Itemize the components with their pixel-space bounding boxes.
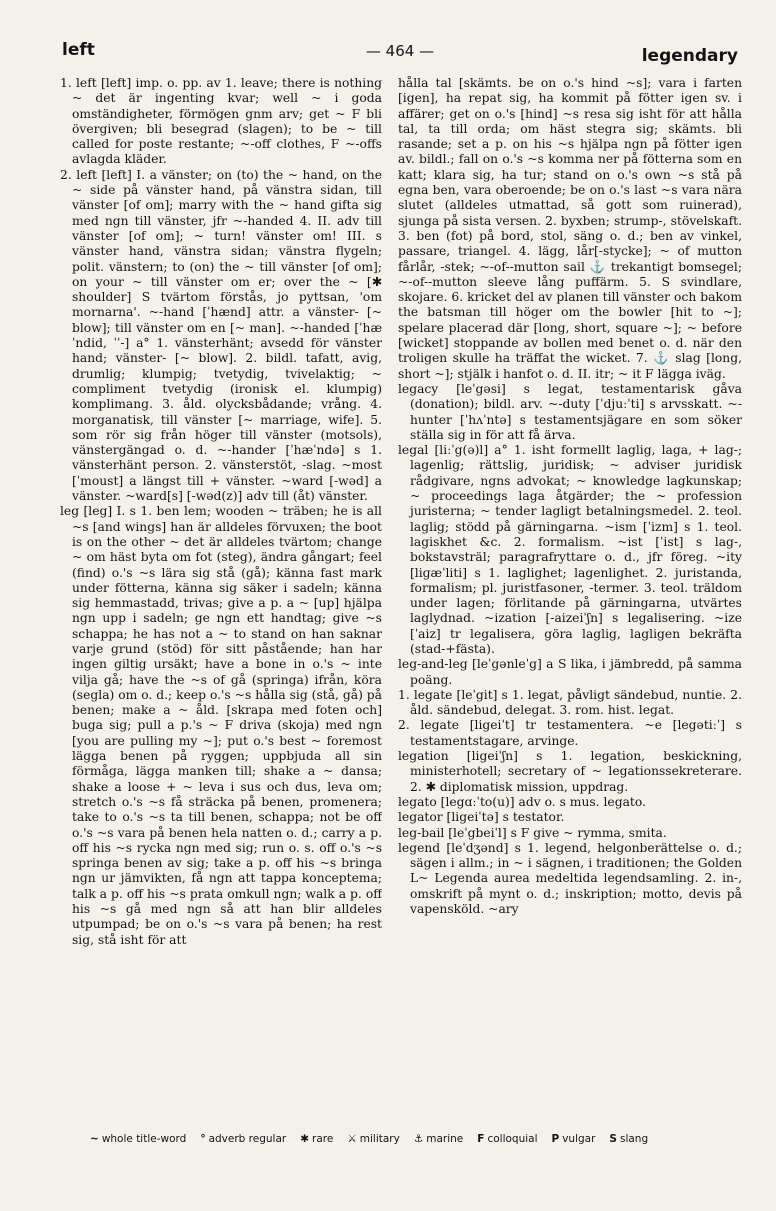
entry-right-4: leg-and-leg [leˈgənleˈg] a S lika, i jämbredd, på samma poäng. — [398, 657, 742, 687]
entry-left-3: leg [leg] I. s 1. ben lem; wooden ~ träben; he is all ~s [and wings] han är alldeles förvuxen; the boot is on the other ~ det är alldeles tvärtom; change ~ om häst byta om fot (steg), ändra gångart; feel (find) o.'s ~s lära sig stå (gå); känna fast mark under fötterna, känna sig säker i sadeln; känna sig hemmastadd, trivas; give a p. a ~ [up] hjälpa ngn upp i sadeln; ge ngn ett handtag; give ~s schappa; he has not a ~ to stand on han saknar varje grund (stöd) för sitt påstående; han har ingen giltig ursäkt; have a bone in o.'s ~ inte vilja gå; have the ~s of gå (springa) ifrån, köra (segla) om o. d.; keep o.'s ~s hålla sig (stå, gå) på benen; make a ~ åld. [skrapa med foten och] buga sig; pull a p.'s ~ F driva (skoja) med ngn [you are pulling my ~]; put o.'s best ~ foremost lägga benen på ryggen; uppbjuda all sin förmåga, lägga manken till; shake a ~ dansa; shake a loose + ~ leva i sus och dus, leva om; stretch o.'s ~s få sträcka på benen, promenera; take to o.'s ~s ta till benen, schappa; not be off o.'s ~s vara på benen hela natten o. d.; carry a p. off his ~s rycka ngn med sig; run o. s. off o.'s ~s springa benen av sig; take a p. off his ~s bringa ngn ur jämvikten, få ngn att tappa konceptema; talk a p. off his ~s prata omkull ngn; walk a p. off his ~s gå med ngn så att han blir alldeles utpumpad; be on o.'s ~s vara på benen; ha rest sig, stå isht för att — [60, 504, 382, 947]
page-number: — 464 — — [365, 42, 435, 60]
left-column — [60, 76, 382, 1126]
page-header — [62, 40, 738, 74]
entry-right-9: legator [ligeiˈtə] s testator. — [398, 810, 565, 825]
legend-item: ⚓ marine — [413, 1133, 464, 1145]
entry-left-2: 2. left [left] I. a vänster; on (to) the ~ hand, on the ~ side på vänster hand, på vänstra sidan, till vänster [of om]; marry with the ~ hand gifta sig med ngn till vänster, jfr ~-handed 4. II. adv till vänster [of om]; ~ turn! vänster om! III. s vänster hand, vänstra sidan; vänstra flygeln; polit. vänstern; to (on) the ~ till vänster [of om]; on your ~ till vänster om er; over the ~ [✱ shoulder] S tvärtom förstås, jo pyttsan, 'om mornarna'. ~-hand [ˈhænd] attr. a vänster- [~ blow]; till vänster om en [~ man]. ~-handed [ˈhæˈndid, ˈˈ-] a° 1. vänsterhänt; avsedd för vänster hand; vänster- [~ blow]. 2. bildl. tafatt, avig, drumlig; klumpig; tvetydig, tvivelaktig; ~ compliment tvetydig (ironisk el. klumpig) komplimang. 3. åld. olycksbådande; vrång. 4. morganatisk, till vänster [~ marriage, wife]. 5. som rör sig från höger till vänster (motsols), vänstergängad o. d. ~-hander [ˈhæˈndə] s 1. vänsterhänt person. 2. vänsterstöt, -slag. ~most [ˈmoust] a längst till + vänster. ~ward [-wəd] a vänster. ~ward[s] [-wəd(z)] adv till (åt) vänster. — [60, 167, 382, 504]
entry-right-6: 2. legate [ligeiˈt] tr testamentera. ~e [legətiːˈ] s testamentstagare, arvinge. — [398, 718, 742, 748]
legend-item: ° adverb regular — [200, 1133, 287, 1145]
entry-right-8: legato [legɑːˈto(u)] adv o. s mus. legato. — [398, 794, 646, 809]
right-column — [398, 76, 742, 1126]
entry-left-1: 1. left [left] imp. o. pp. av 1. leave; there is nothing ~ det är ingenting kvar; well ~ i goda omständigheter, förmögen gnm arv; get ~ F bli övergiven; bli besegrad (slagen); to be ~ till called for poste restante; ~-off clothes, F ~-offs avlagda kläder. — [60, 76, 382, 167]
entry-right-10: leg-bail [leˈgbeiˈl] s F give ~ rymma, smita. — [398, 825, 667, 840]
entry-right-3: legal [liːˈg(ə)l] a° 1. isht formellt laglig, laga, + lag-; lagenlig; rättslig, juridisk; ~ adviser juridisk rådgivare, ngns advokat; ~ knowledge lagkunskap; ~ proceedings laga åtgärder; the ~ profession juristerna; ~ tender lagligt betalningsmedel. 2. teol. laglig; stödd på gärningarna. ~ism [ˈizm] s 1. teol. lagiskhet &c. 2. formalism. ~ist [ˈist] s lag-, bokstavsträl; paragrafryttare o. d., jfr föreg. ~ity [liɡæˈliti] s 1. laglighet; lagenlighet. 2. juristanda, formalism; pl. juristfasoner, -termer. 3. teol. träldom under lagen; förlitande på gärningarna, utvärtes laglydnad. ~ization [-aizeiˈʃn] s legalisering. ~ize [ˈaiz] tr legalisera, göra laglig, lagligen bekräfta (stad-+fästa). — [398, 443, 742, 656]
legend-item: F colloquial — [477, 1133, 538, 1145]
entry-right-11: legend [leˈdʒənd] s 1. legend, helgonberättelse o. d.; sägen i allm.; in ~ i sägnen, i traditionen; the Golden L~ Legenda aurea medeltida legendsamling. 2. in-, omskrift på mynt o. d.; inskription; motto, devis på vapensköld. ~ary — [398, 840, 742, 917]
entry-right-1: hålla tal [skämts. be on o.'s hind ~s]; vara i farten [igen], ha repat sig, ha kommit på fötter igen sv. i affärer; get on o.'s [hind] ~s resa sig isht för att hålla tal, ta till orda; om häst stegra sig; skämts. bli rasande; set a p. on his ~s hjälpa ngn på fötter igen av. bildl.; fall on o.'s ~s komma ner på fötterna som en katt; klara sig, ha tur; stand on o.'s own ~s stå på egna ben, vara oberoende; be on o.'s last ~s vara nära slutet (alldeles utmattad, så gott som ruinerad), sjunga på sista versen. 2. byxben; strump-, stövelskaft. 3. ben (fot) på bord, stol, säng o. d.; ben av vinkel, passare, triangel. 4. lägg, lår[-stycke]; ~ of mutton fårlår, -stek; ~-of--mutton sail ⚓ trekantigt bomsegel; ~-of--mutton sleeve lång puffärm. 5. S svindlare, skojare. 6. kricket del av planen till vänster och bakom the batsman till höger om the bowler [hit to ~]; spelare placerad där [long, short, square ~]; ~ before [wicket] stoppande av bollen med benet o. d. när den troligen skulle ha träffat the wicket. 7. ⚓ slag [long, short ~]; stjälk i hanfot o. d. II. itr; ~ it F lägga iväg. — [398, 76, 742, 381]
header-right-guideword: legendary — [641, 46, 738, 66]
entry-right-7: legation [ligeiˈʃn] s 1. legation, beskickning, ministerhotell; secretary of ~ legationssekreterare. 2. ✱ diplomatisk mission, uppdrag. — [398, 749, 742, 794]
header-left-guideword: left — [62, 40, 95, 60]
legend-item: P vulgar — [551, 1133, 596, 1145]
legend-item: ~ whole title-word — [90, 1133, 187, 1145]
legend-item: ⚔ military — [347, 1133, 400, 1145]
symbol-legend — [90, 1133, 738, 1145]
entry-right-5: 1. legate [leˈgit] s 1. legat, påvligt sändebud, nuntie. 2. åld. sändebud, delegat. 3. rom. hist. legat. — [398, 687, 742, 718]
entry-right-2: legacy [leˈgəsi] s legat, testamentarisk gåva (donation); bildl. arv. ~-duty [ˈdjuːˈti] s arvsskatt. ~-hunter [ˈhʌˈntə] s testamentsjägare en som söker ställa sig in för att få ärva. — [398, 381, 742, 442]
legend-item: ✱ rare — [300, 1133, 334, 1145]
legend-item: S slang — [609, 1133, 649, 1145]
